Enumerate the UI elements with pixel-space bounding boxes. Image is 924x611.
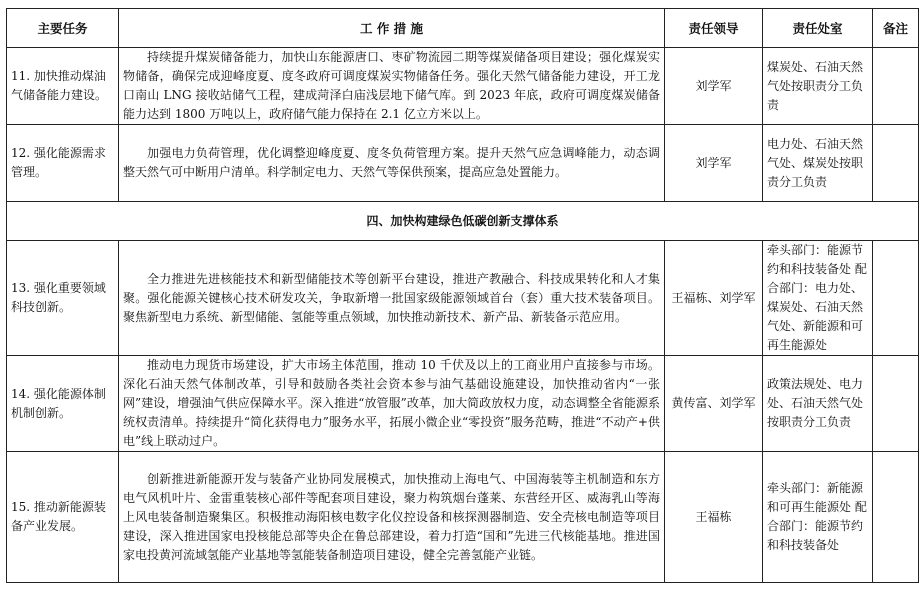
office-cell: 电力处、石油天然气处、煤炭处按职责分工负责 [763, 125, 873, 202]
measure-cell: 推动电力现货市场建设，扩大市场主体范围，推动 10 千伏及以上的工商业用户直接参与市场。深化石油天然气体制改革，引导和鼓励各类社会资本参与油气基础设施建设，加快推动省内“一张网”建设，增强油气供应保障水平。深入推进“放管服”改革，加大简政放权力度，动态调整全省能源系统权责清单。持续提升“简化获得电力”服务水平，拓展小微企业“零投资”服务范畴，推进“不动产+供电”线上联动过户。 [119, 356, 665, 452]
office-cell: 政策法规处、电力处、石油天然气处按职责分工负责 [763, 356, 873, 452]
task-cell: 11. 加快推动煤油气储备能力建设。 [7, 48, 119, 125]
leader-cell: 王福栋、刘学军 [665, 241, 763, 356]
measure-cell: 全力推进先进核能技术和新型储能技术等创新平台建设，推进产教融合、科技成果转化和人才集聚。强化能源关键核心技术研发攻关，争取新增一批国家级能源领域首台（套）重大技术装备项目。聚焦新型电力系统、新型储能、氢能等重点领域，加快推动新技术、新产品、新装备示范应用。 [119, 241, 665, 356]
header-task: 主要任务 [7, 9, 119, 48]
measure-cell: 加强电力负荷管理，优化调整迎峰度夏、度冬负荷管理方案。提升天然气应急调峰能力，动态调整天然气可中断用户清单。科学制定电力、天然气等保供预案，提高应急处置能力。 [119, 125, 665, 202]
office-cell: 牵头部门：新能源和可再生能源处 配合部门：能源节约和科技装备处 [763, 452, 873, 583]
office-cell: 牵头部门：能源节约和科技装备处 配合部门：电力处、煤炭处、石油天然气处、新能源和可再生能源处 [763, 241, 873, 356]
section-heading: 四、加快构建绿色低碳创新支撑体系 [7, 202, 919, 241]
header-office: 责任处室 [763, 9, 873, 48]
leader-cell: 王福栋 [665, 452, 763, 583]
leader-cell: 刘学军 [665, 125, 763, 202]
table-row [7, 452, 919, 583]
note-cell [873, 452, 919, 583]
task-cell: 13. 强化重要领域科技创新。 [7, 241, 119, 356]
table-row [7, 241, 919, 356]
measure-cell: 创新推进新能源开发与装备产业协同发展模式，加快推动上海电气、中国海装等主机制造和东方电气风机叶片、金雷重装核心部件等配套项目建设，聚力构筑烟台蓬莱、东营经开区、威海乳山等海上风电装备制造聚集区。积极推动海阳核电数字化仪控设备和核探测器制造、安全壳核电制造等项目建设，深入推进国家电投核能总部等央企在鲁总部建设，着力打造“国和”先进三代核能基地。推进国家电投黄河流域氢能产业基地等氢能装备制造项目建设，健全完善氢能产业链。 [119, 452, 665, 583]
task-cell: 15. 推动新能源装备产业发展。 [7, 452, 119, 583]
table-row [7, 48, 919, 125]
note-cell [873, 48, 919, 125]
measure-cell: 持续提升煤炭储备能力，加快山东能源唐口、枣矿物流园二期等煤炭储备项目建设；强化煤炭实物储备，确保完成迎峰度夏、度冬政府可调度煤炭实物储备任务。强化天然气储备能力建设，开工龙口南山 LNG 接收站储气工程，建成菏泽白庙浅层地下储气库。到 2023 年底，政府可调度煤炭储备能力达到 1800 万吨以上，政府储气能力保持在 2.1 亿立方米以上。 [119, 48, 665, 125]
table-row [7, 125, 919, 202]
task-cell: 14. 强化能源体制机制创新。 [7, 356, 119, 452]
table-row [7, 356, 919, 452]
task-table [6, 8, 919, 583]
office-cell: 煤炭处、石油天然气处按职责分工负责 [763, 48, 873, 125]
note-cell [873, 356, 919, 452]
note-cell [873, 241, 919, 356]
header-row [7, 9, 919, 48]
header-leader: 责任领导 [665, 9, 763, 48]
section-row [7, 202, 919, 241]
header-note: 备注 [873, 9, 919, 48]
leader-cell: 刘学军 [665, 48, 763, 125]
header-measure: 工 作 措 施 [119, 9, 665, 48]
leader-cell: 黄传富、刘学军 [665, 356, 763, 452]
task-cell: 12. 强化能源需求管理。 [7, 125, 119, 202]
note-cell [873, 125, 919, 202]
